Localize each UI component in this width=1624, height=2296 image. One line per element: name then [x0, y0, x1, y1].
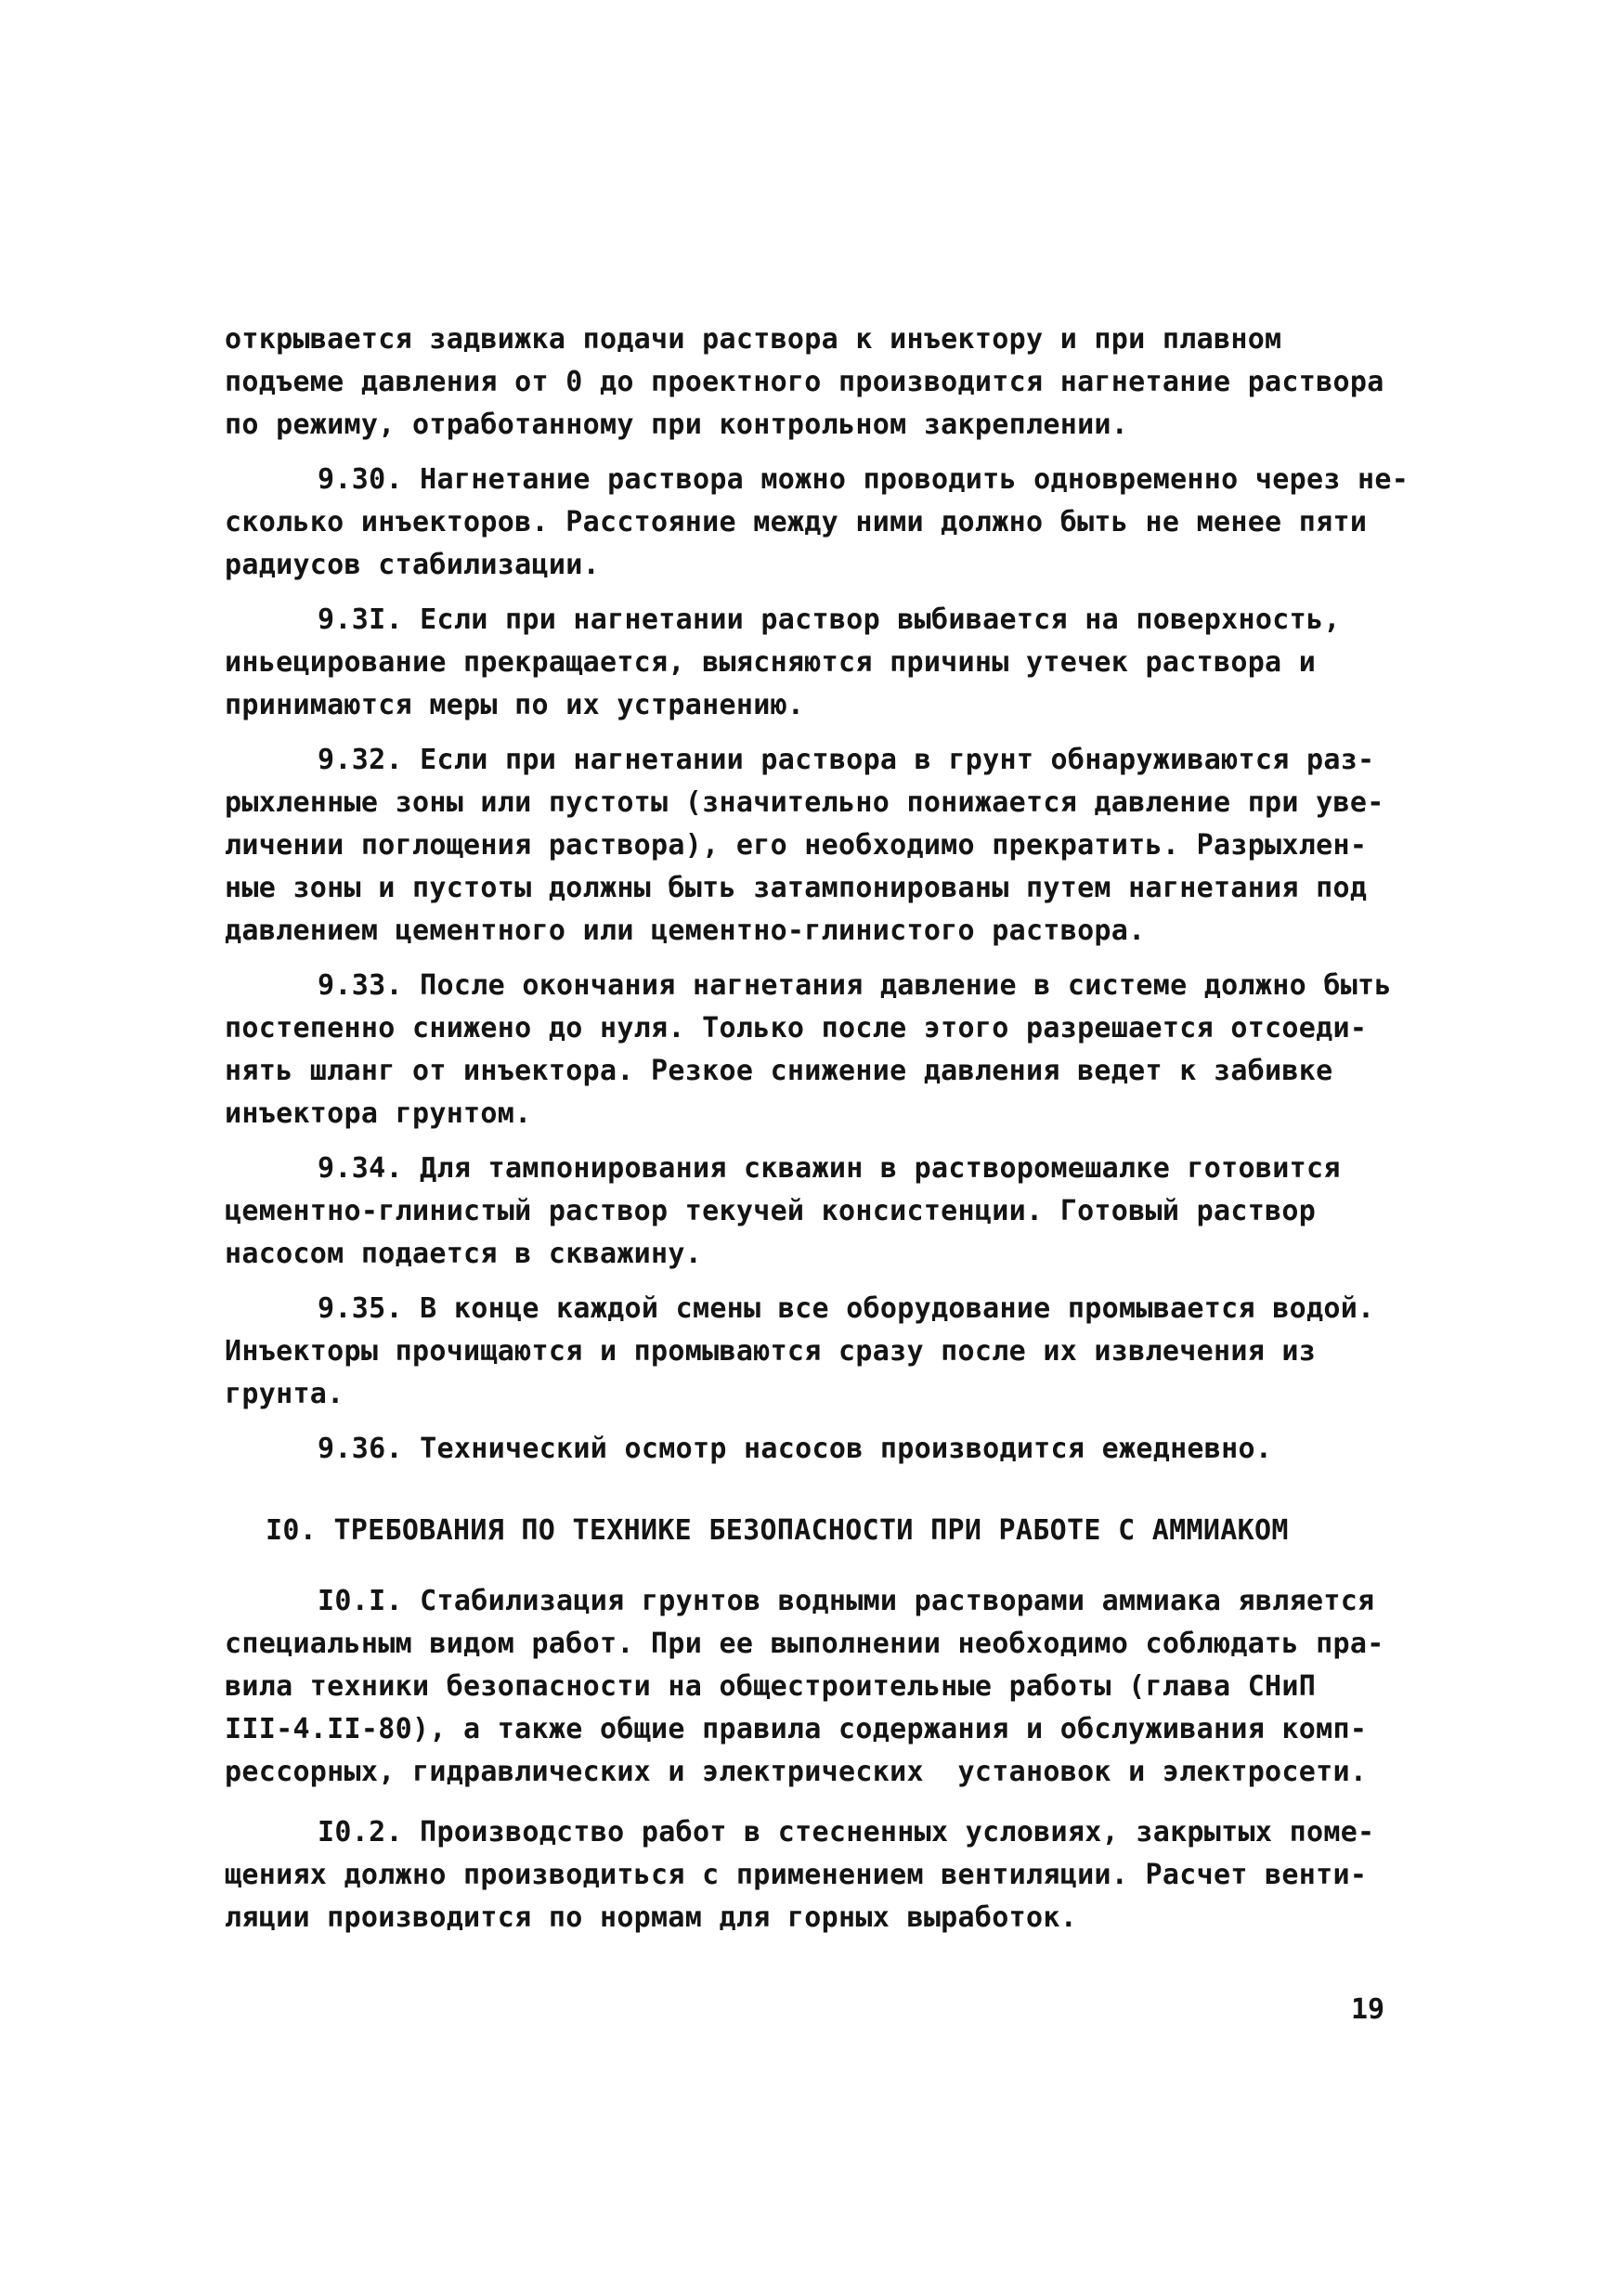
paragraph-9-36	[225, 1428, 1432, 1471]
paragraph-9-33	[225, 965, 1432, 1135]
text-line: ные зоны и пустоты должны быть затампонированы путем нагнетания под	[225, 872, 1368, 904]
text-line: вила техники безопасности на общестроительные работы (глава СНиП	[225, 1670, 1317, 1703]
paragraph-9-34	[225, 1148, 1432, 1276]
paragraph-9-30	[225, 459, 1432, 587]
text-line: I0.2. Производство работ в стесненных условиях, закрытых поме-	[318, 1816, 1375, 1848]
paragraph-9-32	[225, 739, 1432, 953]
text-line: рессорных, гидравлических и электрических установок и электросети.	[225, 1756, 1368, 1788]
text-line: 9.32. Если при нагнетании раствора в грунт обнаруживаются раз-	[318, 744, 1375, 776]
text-line: Инъекторы прочищаются и промываются сразу после их извлечения из	[225, 1335, 1317, 1368]
text-line: 9.35. В конце каждой смены все оборудование промывается водой.	[318, 1292, 1375, 1325]
text-line: специальным видом работ. При ее выполнении необходимо соблюдать пра-	[225, 1628, 1384, 1660]
text-line: давлением цементного или цементно-глинистого раствора.	[225, 915, 1146, 947]
section-heading: I0. ТРЕБОВАНИЯ ПО ТЕХНИКЕ БЕЗОПАСНОСТИ ПРИ РАБОТЕ С АММИАКОМ	[266, 1514, 1289, 1547]
text-line: грунта.	[225, 1378, 344, 1410]
paragraph-10-1	[225, 1580, 1432, 1794]
text-line: ляции производится по нормам для горных выработок.	[225, 1901, 1078, 1934]
paragraph-continuation	[225, 318, 1432, 447]
text-line: 9.33. После окончания нагнетания давление в системе должно быть	[318, 969, 1392, 1002]
text-line: рыхленные зоны или пустоты (значительно понижается давление при уве-	[225, 786, 1384, 819]
text-line: 9.3I. Если при нагнетании раствор выбивается на поверхность,	[318, 603, 1341, 636]
text-line: инъектора грунтом.	[225, 1097, 532, 1130]
text-line: щениях должно производиться с применением вентиляции. Расчет венти-	[225, 1859, 1368, 1891]
text-line: 9.30. Нагнетание раствора можно проводить одновременно через не-	[318, 463, 1410, 496]
text-line: радиусов стабилизации.	[225, 549, 600, 581]
text-line: постепенно снижено до нуля. Только после этого разрешается отсоеди-	[225, 1012, 1368, 1044]
page-number: 19	[1351, 1993, 1385, 2026]
text-line: сколько инъекторов. Расстояние между ними должно быть не менее пяти	[225, 506, 1368, 538]
text-line: 9.34. Для тампонирования скважин в растворомешалке готовится	[318, 1152, 1341, 1185]
document-body	[225, 318, 1432, 1939]
text-line: принимаются меры по их устранению.	[225, 689, 805, 721]
text-line: I0.I. Стабилизация грунтов водными растворами аммиака является	[318, 1585, 1375, 1617]
text-line: подъеме давления от 0 до проектного производится нагнетание раствора	[225, 366, 1384, 398]
text-line: насосом подается в скважину.	[225, 1238, 703, 1270]
text-line: цементно-глинистый раствор текучей консистенции. Готовый раствор	[225, 1195, 1317, 1227]
text-line: иньецирование прекращается, выясняются причины утечек раствора и	[225, 646, 1317, 679]
paragraph-9-35	[225, 1288, 1432, 1416]
text-line: нять шланг от инъектора. Резкое снижение давления ведет к забивке	[225, 1055, 1333, 1087]
paragraph-10-2	[225, 1811, 1432, 1939]
text-line: открывается задвижка подачи раствора к инъектору и при плавном	[225, 323, 1282, 356]
text-line: III-4.II-80), а также общие правила содержания и обслуживания комп-	[225, 1713, 1368, 1745]
paragraph-9-31	[225, 599, 1432, 727]
text-line: 9.36. Технический осмотр насосов производится ежедневно.	[318, 1433, 1273, 1465]
text-line: личении поглощения раствора), его необходимо прекратить. Разрыхлен-	[225, 829, 1368, 862]
text-line: по режиму, отработанному при контрольном закреплении.	[225, 409, 1129, 441]
